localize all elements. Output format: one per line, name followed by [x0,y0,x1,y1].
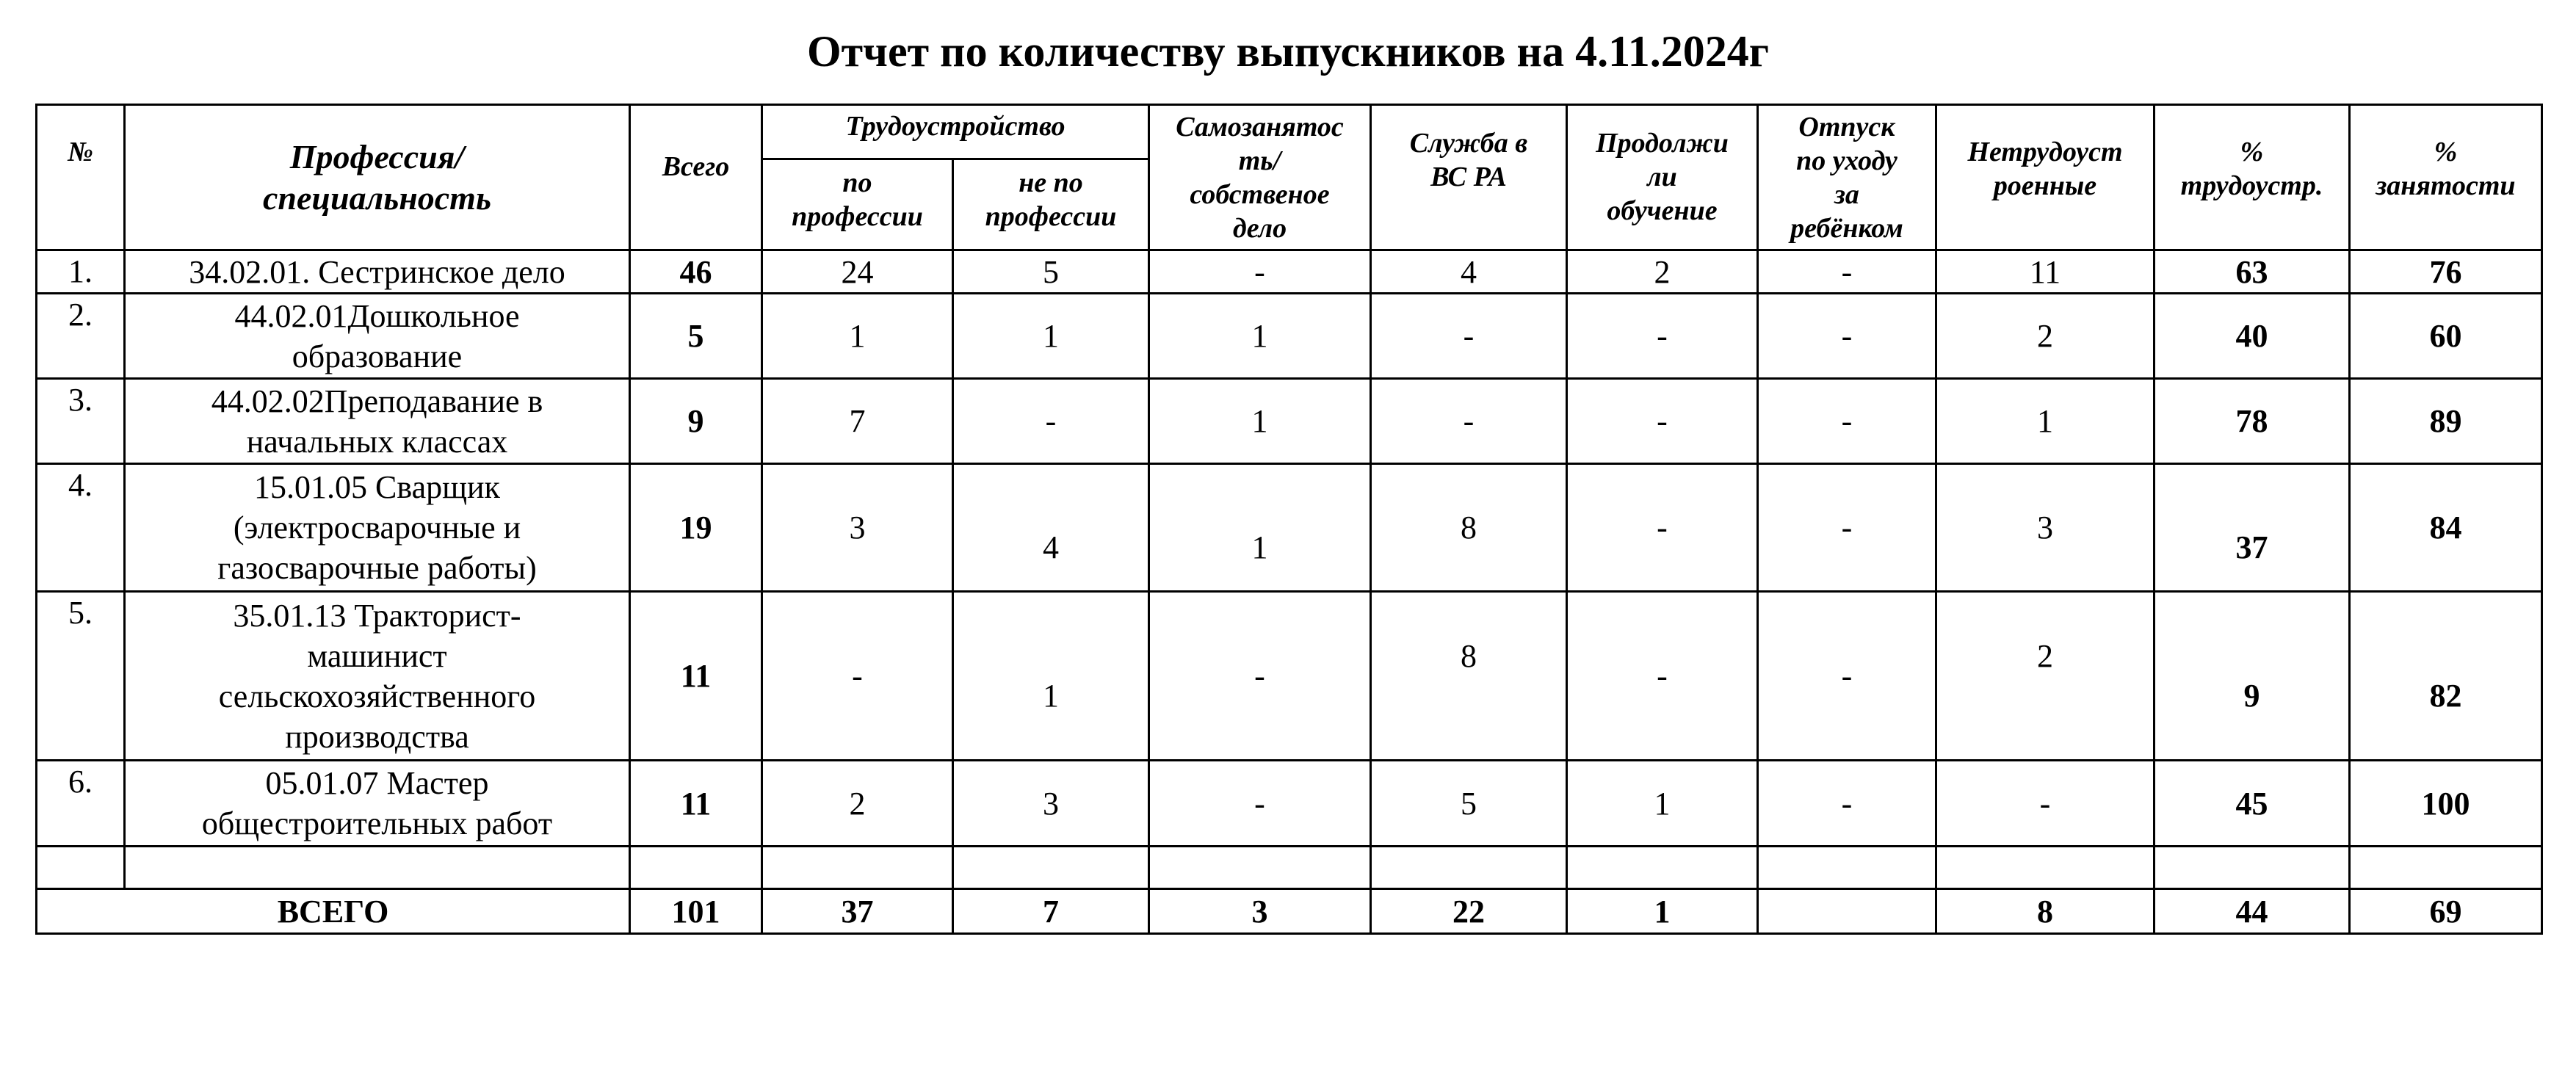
totals-continued-study: 1 [1567,889,1758,934]
row-continued-study: - [1567,379,1758,464]
row-army-service: - [1371,294,1567,379]
row-self-employed: - [1149,761,1371,847]
empty-cell [1936,847,2154,889]
empty-cell [2350,847,2542,889]
row-continued-study: - [1567,464,1758,592]
header-leave-line4: ребёнком [1790,212,1903,244]
row-parental-leave: - [1758,294,1936,379]
totals-pct-employed: 44 [2154,889,2350,934]
row-pct-employed: 45 [2154,761,2350,847]
row-profession [125,379,630,464]
row-profession-line: образование [292,338,463,374]
row-number: 3. [37,379,125,464]
row-not-by-profession: 4 [953,464,1149,592]
empty-cell [125,847,630,889]
row-unemployed: 2 [1936,592,2154,761]
row-pct-employed: 9 [2154,592,2350,761]
row-self-employed: - [1149,250,1371,294]
row-continued-study: - [1567,592,1758,761]
row-by-profession: 7 [762,379,953,464]
row-army-service: 8 [1371,464,1567,592]
row-total: 5 [630,294,762,379]
row-total: 9 [630,379,762,464]
header-unemp-line2: роенные [1993,170,2097,201]
row-profession [125,761,630,847]
header-pct-occupancy [2350,105,2542,250]
table-row [37,464,2542,592]
row-unemployed: - [1936,761,2154,847]
row-profession [125,250,630,294]
totals-row [37,889,2542,934]
empty-cell [1567,847,1758,889]
header-pct-emp-line1: % [2240,136,2264,167]
empty-cell [630,847,762,889]
totals-army-service: 22 [1371,889,1567,934]
row-by-profession: 24 [762,250,953,294]
header-army-line1: Служба в [1409,128,1528,159]
header-study-line3: обучение [1607,195,1718,226]
report-title: Отчет по количеству выпускников на 4.11.2024г [806,27,1770,76]
table-body [37,250,2542,934]
row-number: 2. [37,294,125,379]
empty-row [37,847,2542,889]
table-row [37,592,2542,761]
row-army-service: 8 [1371,592,1567,761]
table-row [37,379,2542,464]
header-army-service [1371,105,1567,250]
row-continued-study: - [1567,294,1758,379]
header-not-by-prof-line2: профессии [985,201,1117,232]
row-total: 19 [630,464,762,592]
table-row [37,761,2542,847]
totals-pct-occupancy: 69 [2350,889,2542,934]
row-parental-leave: - [1758,250,1936,294]
header-army-line2: ВС РА [1430,162,1507,192]
row-profession-line: 44.02.01Дошкольное [234,297,520,334]
row-total: 11 [630,592,762,761]
row-army-service: 4 [1371,250,1567,294]
row-self-employed: 1 [1149,379,1371,464]
row-profession-line: (электросварочные и [233,510,521,546]
row-profession [125,464,630,592]
row-not-by-profession: 3 [953,761,1149,847]
row-total: 11 [630,761,762,847]
header-self-line4: дело [1232,212,1287,244]
row-self-employed: 1 [1149,464,1371,592]
empty-cell [762,847,953,889]
header-study-line1: Продолжи [1596,128,1729,159]
header-pct-busy-line2: занятости [2376,170,2516,201]
row-pct-occupancy: 60 [2350,294,2542,379]
table-header [37,105,2542,250]
header-employment: Трудоустройство [762,105,1149,159]
row-profession-line: машинист [307,637,447,674]
header-unemp-line1: Нетрудоуст [1967,136,2123,167]
row-pct-employed: 40 [2154,294,2350,379]
empty-cell [2154,847,2350,889]
row-unemployed: 11 [1936,250,2154,294]
header-profession [125,105,630,250]
row-parental-leave: - [1758,379,1936,464]
row-self-employed: - [1149,592,1371,761]
totals-unemployed: 8 [1936,889,2154,934]
row-profession-line: начальных классах [246,423,508,460]
row-profession [125,592,630,761]
empty-cell [1371,847,1567,889]
header-by-profession [762,159,953,250]
row-continued-study: 2 [1567,250,1758,294]
row-pct-occupancy: 82 [2350,592,2542,761]
totals-parental-leave [1758,889,1936,934]
row-not-by-profession: 1 [953,294,1149,379]
header-total: Всего [630,105,762,250]
header-profession-line1: Профессия/ [289,137,465,175]
row-unemployed: 1 [1936,379,2154,464]
table-row [37,294,2542,379]
row-profession-line: сельскохозяйственного [218,678,536,714]
header-continued-study [1567,105,1758,250]
graduates-report-table [35,104,2543,935]
header-profession-line2: специальность [263,178,491,217]
row-not-by-profession: 5 [953,250,1149,294]
empty-cell [1758,847,1936,889]
row-number: 5. [37,592,125,761]
header-not-by-profession [953,159,1149,250]
row-number: 6. [37,761,125,847]
row-total: 46 [630,250,762,294]
header-self-line3: собственое [1190,178,1330,210]
row-profession-line: 05.01.07 Мастер [265,765,489,801]
totals-self-employed: 3 [1149,889,1371,934]
row-profession-line: 35.01.13 Тракторист- [233,597,521,634]
header-not-by-prof-line1: не по [1019,167,1083,198]
header-pct-busy-line1: % [2434,136,2458,167]
row-by-profession: 3 [762,464,953,592]
header-unemployed [1936,105,2154,250]
row-not-by-profession: 1 [953,592,1149,761]
row-by-profession: 2 [762,761,953,847]
header-self-line2: ть/ [1238,145,1281,176]
row-continued-study: 1 [1567,761,1758,847]
header-parental-leave [1758,105,1936,250]
row-profession-line: 44.02.02Преподавание в [211,383,543,419]
header-self-employed [1149,105,1371,250]
header-pct-emp-line2: трудоустр. [2180,170,2323,201]
row-pct-employed: 63 [2154,250,2350,294]
totals-by-profession: 37 [762,889,953,934]
row-pct-occupancy: 84 [2350,464,2542,592]
table-row [37,250,2542,294]
row-army-service: - [1371,379,1567,464]
row-self-employed: 1 [1149,294,1371,379]
totals-not-by-profession: 7 [953,889,1149,934]
row-pct-employed: 37 [2154,464,2350,592]
header-leave-line2: по уходу [1796,145,1897,176]
header-num: № [37,105,125,250]
row-pct-occupancy: 76 [2350,250,2542,294]
header-leave-line1: Отпуск [1798,111,1895,142]
row-pct-employed: 78 [2154,379,2350,464]
empty-cell [953,847,1149,889]
row-parental-leave: - [1758,592,1936,761]
empty-cell [1149,847,1371,889]
row-unemployed: 3 [1936,464,2154,592]
row-profession-line: 34.02.01. Сестринское дело [189,253,565,290]
row-by-profession: 1 [762,294,953,379]
header-study-line2: ли [1647,162,1677,192]
row-pct-occupancy: 89 [2350,379,2542,464]
header-self-line1: Самозанятос [1176,111,1344,142]
row-profession-line: газосварочные работы) [217,550,537,586]
header-by-prof-line1: по [842,167,872,198]
row-profession-line: 15.01.05 Сварщик [254,469,500,505]
row-profession-line: производства [285,718,469,755]
row-not-by-profession: - [953,379,1149,464]
row-profession-line: общестроительных работ [201,805,553,841]
totals-label: ВСЕГО [37,889,630,934]
row-by-profession: - [762,592,953,761]
header-leave-line3: за [1834,178,1859,210]
row-number: 1. [37,250,125,294]
header-pct-employed [2154,105,2350,250]
row-pct-occupancy: 100 [2350,761,2542,847]
row-parental-leave: - [1758,761,1936,847]
row-parental-leave: - [1758,464,1936,592]
row-unemployed: 2 [1936,294,2154,379]
row-number: 4. [37,464,125,592]
empty-cell [37,847,125,889]
totals-total: 101 [630,889,762,934]
header-by-prof-line2: профессии [792,201,923,232]
row-profession [125,294,630,379]
row-army-service: 5 [1371,761,1567,847]
